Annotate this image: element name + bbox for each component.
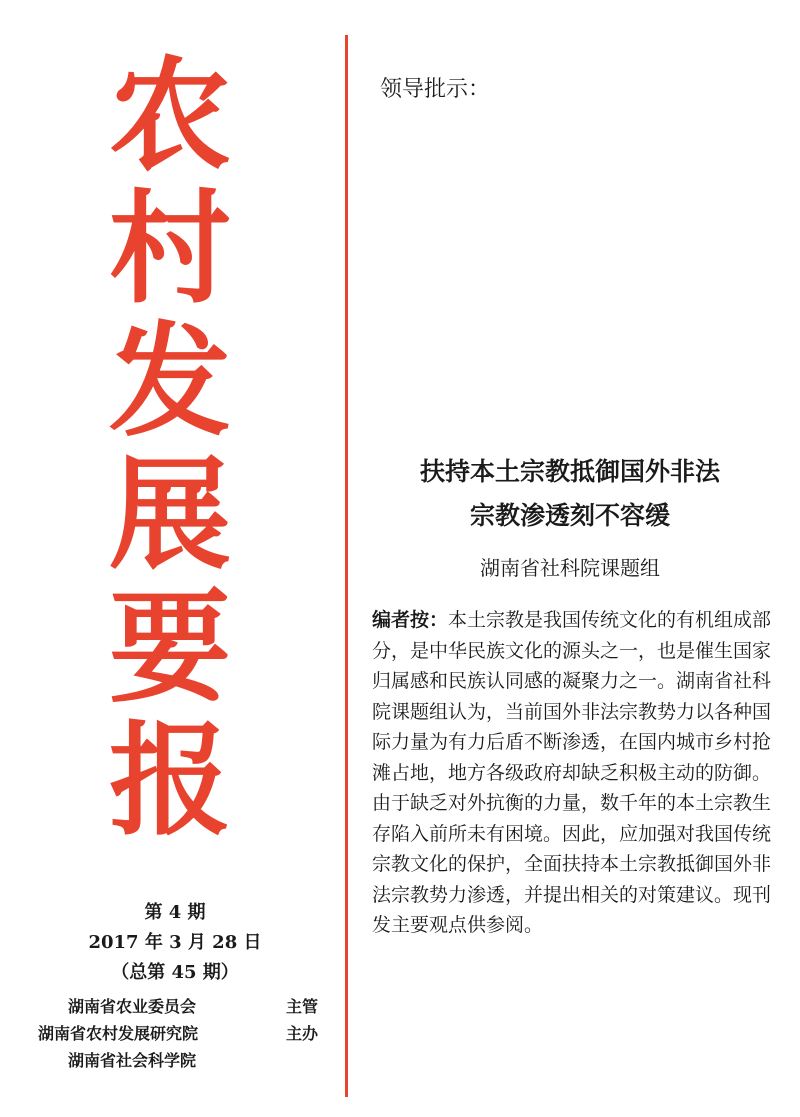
- title-line: 扶持本土宗教抵御国外非法: [419, 457, 720, 486]
- org-row: [38, 993, 338, 1020]
- org-row: [38, 1047, 338, 1074]
- masthead-char: 村: [109, 178, 231, 320]
- supervisor-org-name: 湖南省农业委员会: [68, 997, 197, 1016]
- issue-number: 第 4 期: [144, 902, 206, 923]
- host-org-name: 湖南省农村发展研究院: [38, 1024, 199, 1043]
- host-role: 主办: [286, 1024, 319, 1043]
- issue-total: （总第 45 期）: [111, 962, 239, 983]
- editor-note: [372, 605, 772, 941]
- red-divider-line: [345, 35, 348, 1097]
- masthead-char: 农: [109, 45, 231, 187]
- org-row: [38, 1020, 338, 1047]
- masthead-char: 要: [109, 577, 231, 719]
- leader-instructions-label: 领导批示：: [380, 77, 491, 102]
- issue-date: 2017 年 3 月 28 日: [88, 932, 262, 953]
- article-author: 湖南省社科院课题组: [480, 556, 660, 580]
- article-title: [360, 450, 780, 538]
- title-line: 宗教渗透刻不容缓: [469, 501, 670, 530]
- issue-info: [60, 898, 290, 988]
- masthead-char: 报: [109, 710, 231, 852]
- masthead-title: [70, 45, 270, 852]
- editor-note-label: 编者按：: [372, 609, 449, 631]
- host-org-name: 湖南省社会科学院: [68, 1051, 197, 1070]
- supervisor-role: 主管: [286, 997, 319, 1016]
- masthead-char: 展: [109, 444, 231, 586]
- masthead-char: 发: [109, 311, 231, 453]
- left-column: [0, 0, 345, 1117]
- editor-note-body: 本土宗教是我国传统文化的有机组成部分，是中华民族文化的源头之一，也是催生国家归属感和民族认同感的凝聚力之一。湖南省社科院课题组认为，当前国外非法宗教势力以各种国际力量为有力后盾不断渗透，在国内城市乡村抢滩占地，地方各级政府却缺乏积极主动的防御。由于缺乏对外抗衡的力量，数千年的本土宗教生存陷入前所未有困境。因此，应加强对我国传统宗教文化的保护，全面扶持本土宗教抵御国外非法宗教势力渗透，并提出相关的对策建议。现刊发主要观点供参阅。: [372, 609, 772, 936]
- publisher-info: [38, 993, 338, 1074]
